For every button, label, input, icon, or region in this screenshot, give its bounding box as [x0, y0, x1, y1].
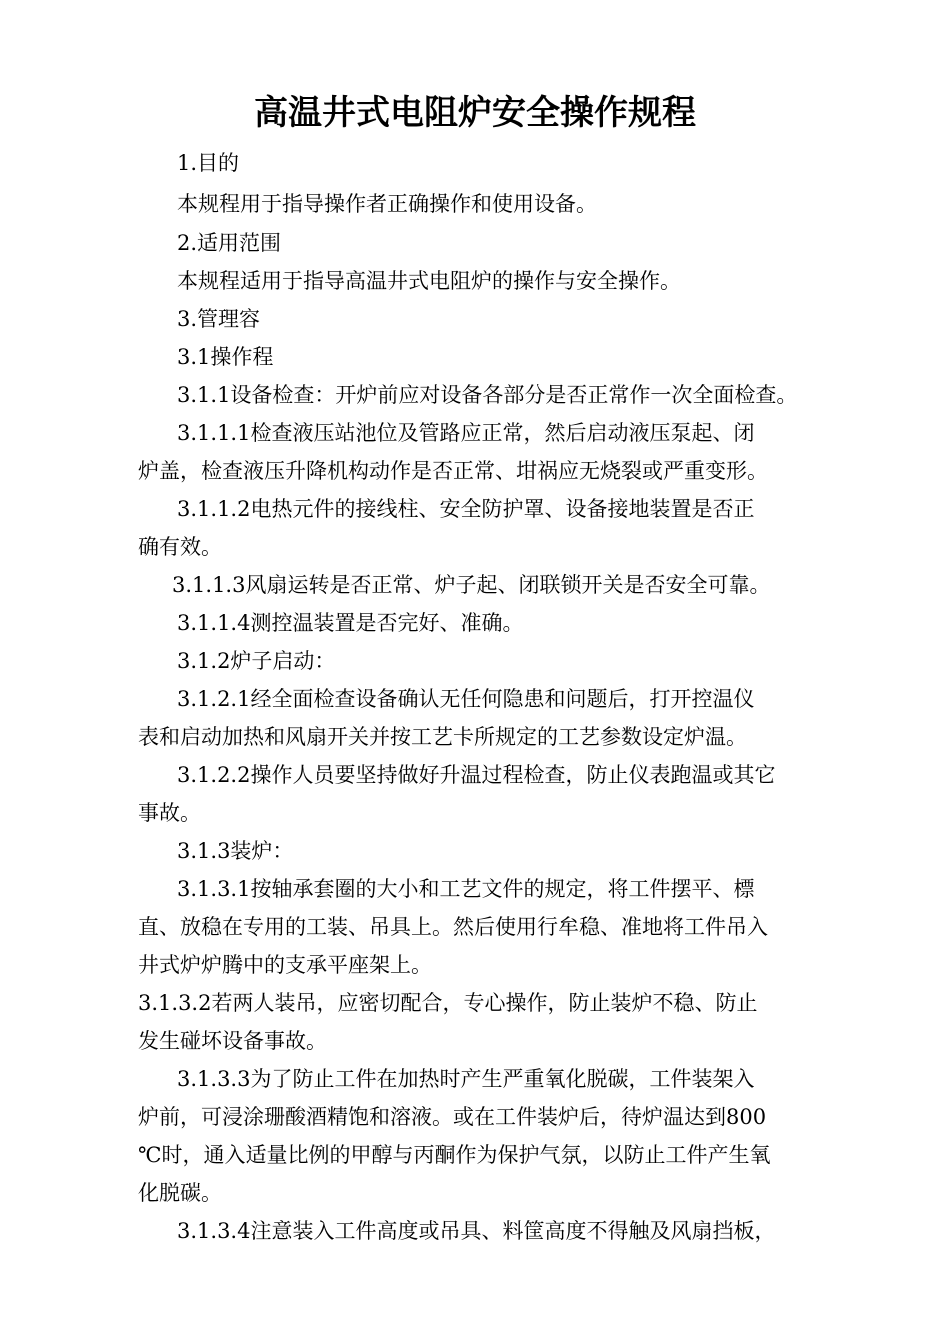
paragraph-line: 3.1.1.3风扇运转是否正常、炉子起、闭联锁开关是否安全可靠。 [172, 573, 771, 597]
paragraph-line: 确有效。 [138, 535, 222, 559]
paragraph-line: 炉盖，检查液压升降机构动作是否正常、坩祸应无烧裂或严重变形。 [138, 459, 768, 483]
paragraph-line: 井式炉炉腾中的支承平座架上。 [138, 953, 432, 977]
paragraph-line: 3.1.3.4注意装入工件高度或吊具、料筐高度不得触及风扇挡板， [177, 1219, 776, 1243]
section-heading-2: 2.适用范围 [177, 231, 282, 255]
paragraph-line: 3.1.1.1检查液压站池位及管路应正常，然后启动液压泵起、闭 [177, 421, 755, 445]
subsection-heading: 3.1.2炉子启动： [177, 649, 336, 673]
section-heading-1: 1.目的 [177, 151, 240, 175]
paragraph-line: 化脱碳。 [138, 1181, 222, 1205]
paragraph-line: 3.1.1设备检查：开炉前应对设备各部分是否正常作一次全面检查。 [177, 383, 798, 407]
paragraph-line: 本规程用于指导操作者正确操作和使用设备。 [177, 192, 597, 216]
paragraph-line: 表和启动加热和风扇开关并按工艺卡所规定的工艺参数设定炉温。 [138, 725, 747, 749]
paragraph-line: 事故。 [138, 801, 201, 825]
subsection-heading: 3.1操作程 [177, 345, 274, 369]
paragraph-line: 3.1.2.1经全面检查设备确认无任何隐患和问题后，打开控温仪 [177, 687, 755, 711]
document-title: 高温井式电阻炉安全操作规程 [254, 93, 696, 133]
paragraph-line: 3.1.3.1按轴承套圈的大小和工艺文件的规定，将工件摆平、標 [177, 877, 755, 901]
paragraph-line: 3.1.1.2电热元件的接线柱、安全防护罩、设备接地装置是否正 [177, 497, 755, 521]
paragraph-line: ℃时，通入适量比例的甲醇与丙酮作为保护气氛，以防止工件产生氧 [138, 1143, 771, 1167]
paragraph-line: 3.1.1.4测控温装置是否完好、准确。 [177, 611, 524, 635]
paragraph-line: 发生碰坏设备事故。 [138, 1029, 327, 1053]
paragraph-line: 炉前，可浸涂珊酸酒精饱和溶液。或在工件装炉后，待炉温达到800 [138, 1105, 767, 1129]
paragraph-line: 3.1.3.2若两人装吊，应密切配合，专心操作，防止装炉不稳、防止 [138, 991, 758, 1015]
paragraph-line: 3.1.2.2操作人员要坚持做好升温过程检查，防止仪表跑温或其它 [177, 763, 776, 787]
subsection-heading: 3.1.3装炉： [177, 839, 294, 863]
paragraph-line: 本规程适用于指导高温井式电阻炉的操作与安全操作。 [177, 269, 681, 293]
section-heading-3: 3.管理容 [177, 307, 261, 331]
paragraph-line: 3.1.3.3为了防止工件在加热时产生严重氧化脱碳，工件装架入 [177, 1067, 755, 1091]
paragraph-line: 直、放稳在专用的工装、吊具上。然后使用行牟稳、准地将工件吊入 [138, 915, 768, 939]
